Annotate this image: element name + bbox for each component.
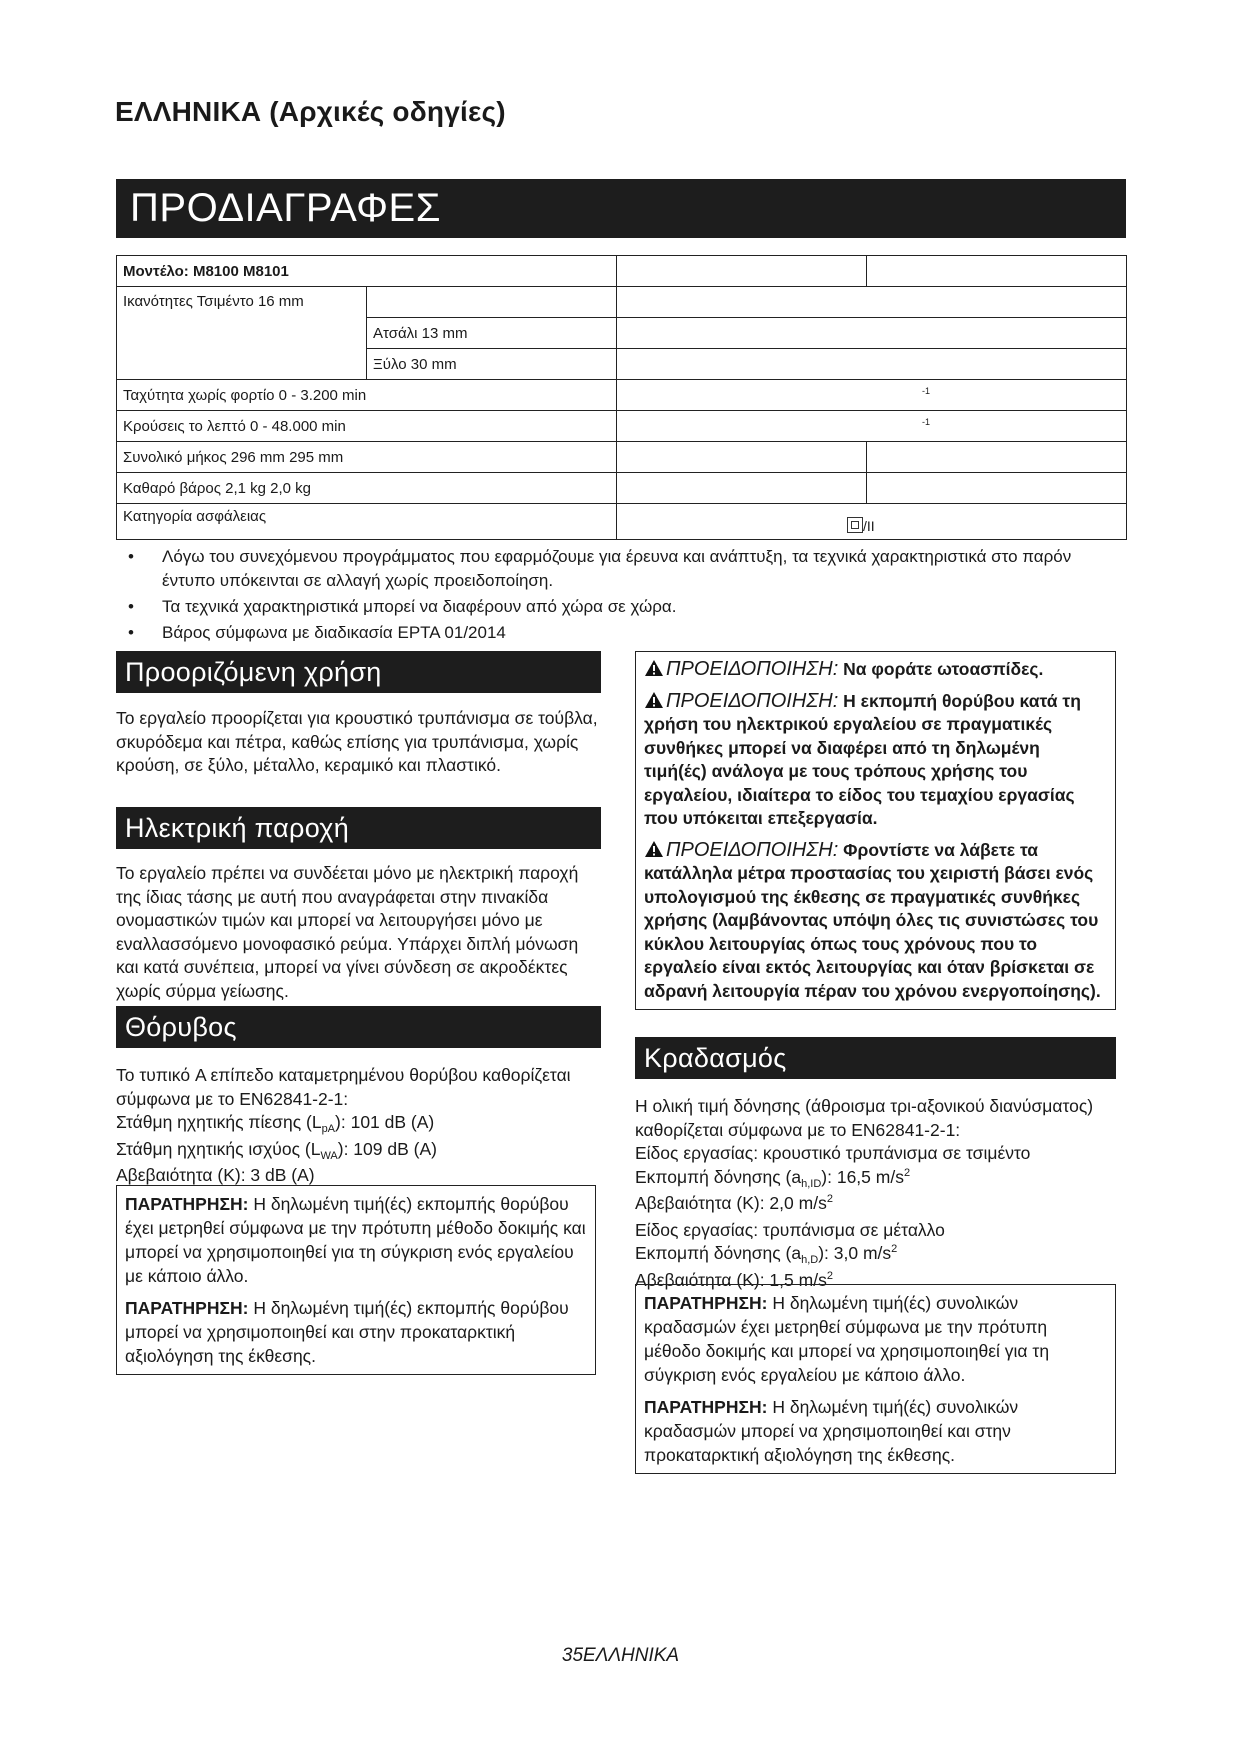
page-language-title: ΕΛΛΗΝΙΚΑ (Αρχικές οδηγίες) (115, 96, 506, 127)
table-row (117, 411, 1127, 442)
blows-unit-superscript: -1 (921, 416, 930, 427)
table-row (117, 442, 1127, 473)
noise-note-2: ΠΑΡΑΤΗΡΗΣΗ: Η δηλωμένη τιμή(ές) εκπομπής θορύβου μπορεί να χρησιμοποιηθεί και στην προκαταρκτική αξιολόγηση της έκθεσης. (125, 1298, 569, 1366)
spec-notes-list (116, 545, 1126, 647)
table-row (117, 380, 1127, 411)
noise-uncertainty: Αβεβαιότητα (K): 3 dB (A) (116, 1165, 315, 1185)
table-row (117, 287, 1127, 318)
speed-unit-superscript: -1 (921, 385, 930, 396)
power-supply-heading: Ηλεκτρική παροχή (116, 807, 601, 849)
no-load-speed-cell: Ταχύτητα χωρίς φορτίο 0 - 3.200 min (117, 380, 617, 411)
intended-use-text: Το εργαλείο προορίζεται για κρουστικό τρυπάνισμα σε τούβλα, σκυρόδεμα και πέτρα, καθώς επίσης για τρυπάνισμα, χωρίς κρούση, σε ξύλο, μέταλλο, κεραμικό και πλαστικό. (116, 708, 598, 775)
vibration-heading: Κραδασμός (635, 1037, 1116, 1079)
page-footer: 35ΕΛΛΗΝΙΚΑ (561, 1645, 680, 1666)
vibration-emission-1: Εκπομπή δόνησης $(a_{h,ID})$: 16,5 $m/s^2$ (635, 1166, 911, 1190)
list-item: • Λόγω του συνεχόμενου προγράμματος που εφαρμόζουμε για έρευνα και ανάπτυξη, τα τεχνικά χαρακτηριστικά στο παρόν έντυπο υπόκεινται σε αλλαγή χωρίς προειδοποίηση. (128, 547, 1072, 590)
power-supply-text: Το εργαλείο πρέπει να συνδέεται μόνο με ηλεκτρική παροχή της ίδιας τάσης με αυτή που αναγράφεται στην πινακίδα ονομαστικών τιμών και μπορεί να λειτουργήσει μόνο με εναλλασσόμενο μονοφασικό ρεύμα. Υπάρχει διπλή μόνωση και κατά συνέπεια, μπορεί να γίνει σύνδεση σε ακροδέκτες χωρίς σύρμα γείωσης. (116, 863, 579, 1001)
warnings-box (635, 651, 1116, 1010)
list-item: • Τα τεχνικά χαρακτηριστικά μπορεί να διαφέρουν από χώρα σε χώρα. (128, 597, 677, 616)
vibration-work-mode-1: Είδος εργασίας: κρουστικό τρυπάνισμα σε τσιμέντο (635, 1143, 1031, 1163)
safety-class-value: /II (863, 518, 875, 534)
vibration-notes-box (635, 1284, 1116, 1474)
double-insulation-icon (847, 517, 863, 533)
blows-per-minute-cell: Κρούσεις το λεπτό 0 - 48.000 min (117, 411, 617, 442)
vibration-uncertainty-1: Αβεβαιότητα (K): 2,0 $m/s^2$ (635, 1193, 833, 1213)
safety-class-cell: Κατηγορία ασφάλειας (117, 504, 617, 540)
table-row (117, 256, 1127, 287)
intended-use-heading: Προοριζόμενη χρήση (116, 651, 601, 693)
model-cell: Μοντέλο: M8100 M8101 (117, 256, 617, 287)
vibration-values (635, 1095, 1116, 1295)
warning-triangle-icon (644, 691, 664, 709)
table-row (117, 504, 1127, 540)
warning-triangle-icon (644, 840, 664, 858)
noise-intro: Το τυπικό A επίπεδο καταμετρημένου θορύβου καθορίζεται σύμφωνα με το EN62841-2-1: (116, 1065, 571, 1109)
noise-values (116, 1064, 601, 1188)
capacity-steel-cell: Ατσάλι 13 mm (367, 318, 617, 349)
warning-ear-protection: ΠΡΟΕΙΔΟΠΟΙΗΣΗ: Να φοράτε ωτοασπίδες. (644, 658, 1107, 682)
noise-notes-box (116, 1185, 596, 1375)
vibration-emission-2: Εκπομπή δόνησης $(a_{h,D})$: 3,0 $m/s^2$ (635, 1243, 898, 1266)
overall-length-cell: Συνολικό μήκος 296 mm 295 mm (117, 442, 617, 473)
vibration-note-1: ΠΑΡΑΤΗΡΗΣΗ: Η δηλωμένη τιμή(ές) συνολικών κραδασμών έχει μετρηθεί σύμφωνα με την πρότυπη μέθοδο δοκιμής και μπορεί να χρησιμοποιηθεί για τη σύγκριση ενός εργαλείου με κάποιο άλλο. (644, 1293, 1050, 1385)
capacity-label-cell: Ικανότητες Τσιμέντο 16 mm (117, 287, 367, 380)
list-item: • Βάρος σύμφωνα με διαδικασία EPTA 01/2014 (128, 623, 506, 642)
warning-noise-emission: ΠΡΟΕΙΔΟΠΟΙΗΣΗ: Η εκπομπή θορύβου κατά τη χρήση του ηλεκτρικού εργαλείου σε πραγματικές συνθήκες μπορεί να διαφέρει από τη δηλωμένη τιμή(ές) ανάλογα με τους τρόπους χρήσης του εργαλείου, ιδιαίτερα το είδος του τεμαχίου εργασίας που υπόκειται επεξεργασία. (644, 689, 1081, 828)
noise-heading: Θόρυβος (116, 1006, 601, 1048)
capacity-wood-cell: Ξύλο 30 mm (367, 349, 617, 380)
vibration-work-mode-2: Είδος εργασίας: τρυπάνισμα σε μέταλλο (635, 1219, 945, 1240)
vibration-intro: Η ολική τιμή δόνησης (άθροισμα τρι-αξονικού διανύσματος) καθορίζεται σύμφωνα με το EN62841-2-1: (635, 1096, 1094, 1140)
table-row (117, 473, 1127, 504)
warning-operator-protection: ΠΡΟΕΙΔΟΠΟΙΗΣΗ: Φροντίστε να λάβετε τα κατάλληλα μέτρα προστασίας του χειριστή βάσει ενός υπολογισμού της έκθεσης σε πραγματικές συνθήκες χρήσης (λαμβάνοντας υπόψη όλες τις συνιστώσες του κύκλου λειτουργίας όπως τους χρόνους που το εργαλείο είναι εκτός λειτουργίας και όταν βρίσκεται σε αδρανή λειτουργία πέραν του χρόνου ενεργοποίησης). (644, 838, 1101, 1001)
noise-power-level: Στάθμη ηχητικής ισχύος $(L_{WA})$: 109 dB (A) (116, 1138, 437, 1162)
net-weight-cell: Καθαρό βάρος 2,1 kg 2,0 kg (117, 473, 617, 504)
warning-triangle-icon (644, 659, 664, 677)
vibration-note-2: ΠΑΡΑΤΗΡΗΣΗ: Η δηλωμένη τιμή(ές) συνολικών κραδασμών μπορεί να χρησιμοποιηθεί και στην προκαταρκτική αξιολόγηση της έκθεσης. (644, 1397, 1019, 1465)
noise-note-1: ΠΑΡΑΤΗΡΗΣΗ: Η δηλωμένη τιμή(ές) εκπομπής θορύβου έχει μετρηθεί σύμφωνα με την πρότυπη μέθοδο δοκιμής και μπορεί να χρησιμοποιηθεί για τη σύγκριση ενός εργαλείου με κάποιο άλλο. (125, 1194, 586, 1286)
noise-pressure-level: Στάθμη ηχητικής πίεσης $(L_{pA})$: 101 dB (A) (116, 1112, 435, 1135)
specifications-table (116, 255, 1127, 540)
vibration-uncertainty-2: Αβεβαιότητα (K): 1,5 $m/s^2$ (635, 1269, 833, 1290)
specifications-heading: ΠΡΟΔΙΑΓΡΑΦΕΣ (116, 179, 1126, 238)
